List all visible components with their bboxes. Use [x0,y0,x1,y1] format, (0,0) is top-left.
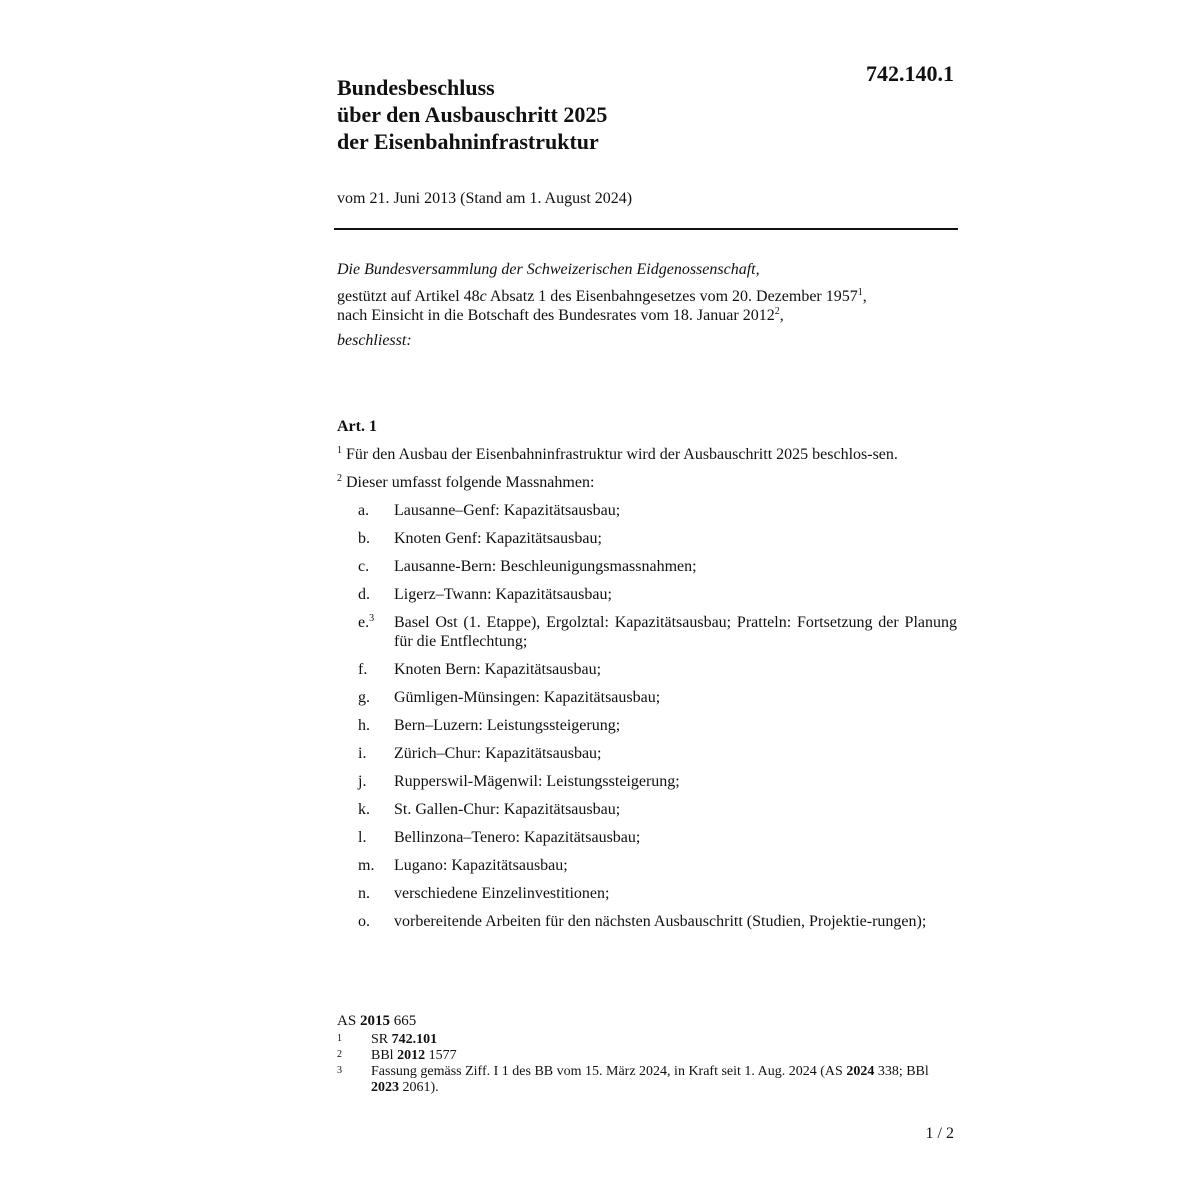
list-item-text: vorbereitende Arbeiten für den nächsten Ausbauschritt (Studien, Projektie-rungen); [394,913,927,930]
legal-basis-article-letter: c [479,288,487,305]
list-item-letter [337,856,394,875]
article-title: Art. 1 [337,418,377,435]
list-item-text: Rupperswil-Mägenwil: Leistungssteigerung; [394,773,680,790]
title-line: der Eisenbahninfrastruktur [337,129,599,154]
document-title [337,74,857,155]
list-item-letter [337,501,394,520]
paragraph-number: 1 [337,445,342,456]
as-page: 665 [389,1013,417,1029]
list-item [337,688,957,707]
list-item-letter [337,772,394,791]
footnote-bold-ref: 2023 [371,1080,399,1095]
date-line: vom 21. Juni 2013 (Stand am 1. August 2024) [337,190,633,207]
footnote-text-part: 2061). [399,1080,439,1095]
as-year: 2015 [359,1013,390,1029]
footnote-bold-ref: 2012 [397,1048,426,1063]
footnote-text-part: 338; BBl [874,1064,929,1079]
list-item-letter-text: b. [358,530,370,547]
list-item-letter-text: o. [358,913,370,930]
paragraph-text: Dieser umfasst folgende Massnahmen: [342,474,595,491]
preamble-message [337,306,957,325]
list-item-text: Zürich–Chur: Kapazitätsausbau; [394,745,602,762]
list-item-letter [337,585,394,604]
list-item-letter-text: g. [358,689,370,706]
list-item-text: Knoten Bern: Kapazitätsausbau; [394,661,602,678]
list-item-text: St. Gallen-Chur: Kapazitätsausbau; [394,801,621,818]
list-item [337,501,957,520]
preamble-legal-basis [337,287,957,306]
list-item-letter [337,828,394,847]
list-item-text: Lugano: Kapazitätsausbau; [394,857,568,874]
footnote-text [371,1064,957,1096]
paragraph-text: Für den Ausbau der Eisenbahninfrastruktur wird der Ausbauschritt 2025 beschlos-sen. [342,446,898,463]
preamble [337,260,957,350]
list-item-text: Basel Ost (1. Etappe), Ergolztal: Kapazitätsausbau; Pratteln: Fortsetzung der Planung für die Entflechtung; [394,614,957,650]
list-item-text: Bellinzona–Tenero: Kapazitätsausbau; [394,829,641,846]
list-item [337,529,957,548]
list-item-letter [337,744,394,763]
list-item-text: Lausanne-Bern: Beschleunigungsmassnahmen; [394,558,697,575]
list-item-letter-text: d. [358,586,370,603]
measures-list [337,501,957,931]
list-item-letter [337,613,394,651]
footnote-text-part: BBl [371,1048,398,1063]
preamble-decides: beschliesst: [337,332,412,349]
paragraph-1 [337,445,957,464]
title-line: Bundesbeschluss [337,75,495,100]
footnote-text [371,1032,957,1048]
list-item-letter [337,912,394,931]
list-item-letter-text: m. [358,857,375,874]
list-item-letter [337,529,394,548]
list-item-letter-text: n. [358,885,370,902]
footnote-ref-1[interactable]: 1 [857,287,863,298]
footnote-text [371,1048,957,1064]
paragraph-number: 2 [337,473,342,484]
footnote-number: 3 [337,1065,342,1076]
list-item [337,772,957,791]
list-item-letter-text: a. [358,502,370,519]
footnotes [337,1012,957,1096]
page-number: 1 / 2 [925,1125,954,1142]
list-item-text: Gümligen-Münsingen: Kapazitätsausbau; [394,689,661,706]
list-item-letter [337,660,394,679]
footnote-number: 1 [337,1033,342,1044]
footnote-list [337,1032,957,1096]
footnote [337,1032,957,1048]
list-item-letter-text: l. [358,829,367,846]
punctuation: , [779,307,784,324]
footnote-ref-2[interactable]: 2 [774,306,780,317]
list-item-letter-text: c. [358,558,370,575]
list-item-text: Ligerz–Twann: Kapazitätsausbau; [394,586,612,603]
list-item [337,613,957,651]
footnote-text-part: Fassung gemäss Ziff. I 1 des BB vom 15. März 2024, in Kraft seit 1. Aug. 2024 (AS [371,1064,847,1079]
footnote-ref-3[interactable]: 3 [369,613,375,624]
footnote-text-part: SR [371,1032,392,1047]
message-text: nach Einsicht in die Botschaft des Bundesrates vom 18. Januar 2012 [337,307,775,324]
footnote-number: 2 [337,1049,342,1060]
footnote-text-part: 1577 [425,1048,457,1063]
footnote [337,1064,957,1096]
list-item-letter-text: h. [358,717,370,734]
list-item-letter [337,557,394,576]
list-item [337,856,957,875]
official-compilation-ref [337,1012,957,1030]
list-item-text: Bern–Luzern: Leistungssteigerung; [394,717,621,734]
list-item-text: Lausanne–Genf: Kapazitätsausbau; [394,502,621,519]
list-item-letter [337,688,394,707]
list-item-letter-text: i. [358,745,367,762]
list-item-letter [337,800,394,819]
list-item-letter-text: k. [358,801,370,818]
list-item [337,716,957,735]
legal-basis-text: Absatz 1 des Eisenbahngesetzes vom 20. Dezember 1957 [486,288,858,305]
list-item-letter-text: j. [358,773,367,790]
article-1 [337,417,957,940]
list-item [337,557,957,576]
list-item-letter-text: e. [358,614,370,631]
list-item [337,884,957,903]
list-item-letter [337,716,394,735]
list-item-text: verschiedene Einzelinvestitionen; [394,885,610,902]
list-item [337,660,957,679]
list-item-letter-text: f. [358,661,368,678]
footnote-bold-ref: 742.101 [391,1032,438,1047]
punctuation: , [862,288,867,305]
list-item [337,744,957,763]
list-item-letter [337,884,394,903]
list-item-text: Knoten Genf: Kapazitätsausbau; [394,530,602,547]
header-divider [334,228,958,230]
as-prefix: AS [337,1013,360,1029]
list-item [337,828,957,847]
footnote [337,1048,957,1064]
paragraph-2 [337,473,957,492]
title-line: über den Ausbauschritt 2025 [337,102,608,127]
list-item [337,912,957,931]
sr-number: 742.140.1 [866,61,954,86]
preamble-author: Die Bundesversammlung der Schweizerischen Eidgenossenschaft, [337,261,760,278]
list-item [337,800,957,819]
list-item [337,585,957,604]
legal-basis-text: gestützt auf Artikel 48 [337,288,480,305]
footnote-bold-ref: 2024 [846,1064,875,1079]
